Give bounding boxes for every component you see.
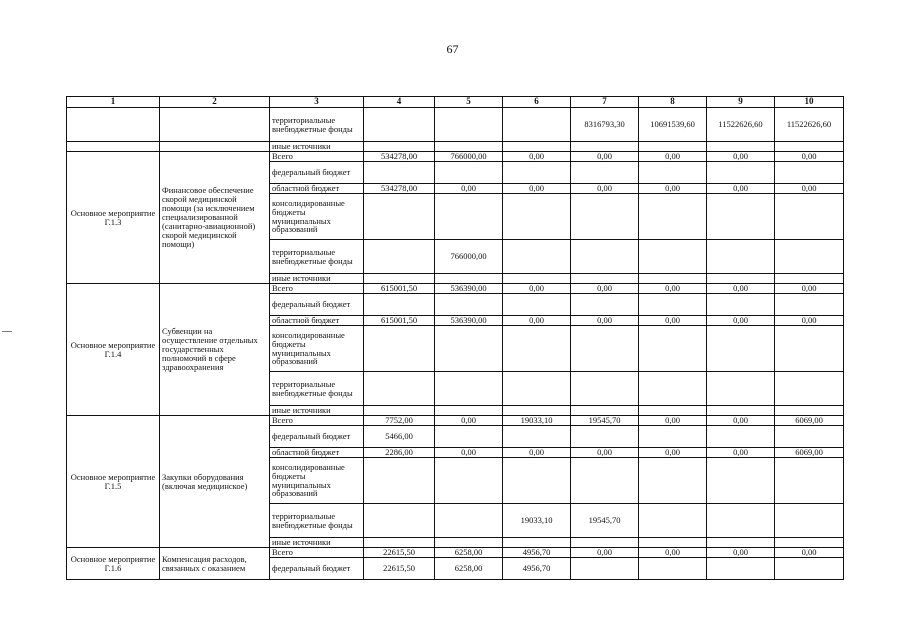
amount-cell	[571, 558, 639, 580]
funding-source: федеральный бюджет	[270, 162, 364, 184]
budget-table	[66, 96, 844, 580]
amount-cell: 0,00	[571, 184, 639, 194]
amount-cell: 0,00	[639, 316, 707, 326]
amount-cell	[364, 538, 435, 548]
funding-source: территориальные внебюджетные фонды	[270, 372, 364, 406]
amount-cell	[775, 426, 844, 448]
amount-cell	[435, 372, 503, 406]
amount-cell: 0,00	[571, 316, 639, 326]
amount-cell: 0,00	[435, 448, 503, 458]
amount-cell	[364, 142, 435, 152]
amount-cell: 536390,00	[435, 316, 503, 326]
amount-cell	[503, 326, 571, 372]
amount-cell	[571, 538, 639, 548]
table-row	[67, 548, 844, 558]
amount-cell	[775, 538, 844, 548]
event-description: Закупки оборудования (включая медицинское)	[160, 416, 270, 548]
column-header: 10	[775, 97, 844, 108]
amount-cell	[435, 142, 503, 152]
amount-cell: 534278,00	[364, 184, 435, 194]
amount-cell	[571, 426, 639, 448]
description-cell-empty	[160, 142, 270, 152]
table-row	[67, 108, 844, 142]
event-cell-empty	[67, 142, 160, 152]
amount-cell	[571, 162, 639, 184]
funding-source: областной бюджет	[270, 316, 364, 326]
funding-source: областной бюджет	[270, 448, 364, 458]
amount-cell: 6069,00	[775, 448, 844, 458]
amount-cell	[435, 162, 503, 184]
amount-cell	[364, 194, 435, 240]
funding-source: консолидированные бюджеты муниципальных образований	[270, 326, 364, 372]
amount-cell	[639, 504, 707, 538]
amount-cell	[571, 294, 639, 316]
amount-cell	[435, 458, 503, 504]
amount-cell	[639, 458, 707, 504]
amount-cell: 0,00	[435, 184, 503, 194]
amount-cell: 22615,50	[364, 548, 435, 558]
amount-cell: 0,00	[571, 548, 639, 558]
amount-cell	[503, 372, 571, 406]
funding-source: территориальные внебюджетные фонды	[270, 504, 364, 538]
amount-cell: 4956,70	[503, 558, 571, 580]
table-row	[67, 284, 844, 294]
amount-cell: 0,00	[707, 316, 775, 326]
funding-source: иные источники	[270, 142, 364, 152]
amount-cell	[639, 372, 707, 406]
amount-cell: 0,00	[571, 448, 639, 458]
amount-cell: 0,00	[775, 548, 844, 558]
amount-cell: 534278,00	[364, 152, 435, 162]
amount-cell	[707, 458, 775, 504]
amount-cell: 6069,00	[775, 416, 844, 426]
amount-cell	[775, 326, 844, 372]
amount-cell	[639, 558, 707, 580]
amount-cell: 6258,00	[435, 558, 503, 580]
amount-cell	[435, 194, 503, 240]
amount-cell: 0,00	[435, 416, 503, 426]
amount-cell: 6258,00	[435, 548, 503, 558]
amount-cell: 22615,50	[364, 558, 435, 580]
amount-cell	[435, 426, 503, 448]
amount-cell: 766000,00	[435, 240, 503, 274]
amount-cell	[435, 538, 503, 548]
amount-cell: 766000,00	[435, 152, 503, 162]
event-name: Основное мероприятие Г.1.6	[67, 548, 160, 580]
amount-cell	[571, 326, 639, 372]
column-header: 3	[270, 97, 364, 108]
amount-cell	[639, 274, 707, 284]
amount-cell: 10691539,60	[639, 108, 707, 142]
amount-cell	[503, 406, 571, 416]
amount-cell: 615001,50	[364, 316, 435, 326]
amount-cell: 0,00	[707, 548, 775, 558]
amount-cell	[435, 406, 503, 416]
amount-cell	[435, 504, 503, 538]
event-description: Субвенции на осуществление отдельных государственных полномочий в сфере здравоохранения	[160, 284, 270, 416]
funding-source: Всего	[270, 416, 364, 426]
event-description: Финансовое обеспечение скорой медицинской помощи (за исключением специализированной (санитарно-авиационной) скорой медицинской помощи)	[160, 152, 270, 284]
amount-cell	[707, 240, 775, 274]
amount-cell	[775, 406, 844, 416]
amount-cell	[571, 458, 639, 504]
amount-cell: 8316793,30	[571, 108, 639, 142]
table-row	[67, 416, 844, 426]
amount-cell: 0,00	[707, 152, 775, 162]
amount-cell: 4956,70	[503, 548, 571, 558]
amount-cell	[775, 458, 844, 504]
amount-cell	[503, 458, 571, 504]
funding-source: Всего	[270, 152, 364, 162]
header-row	[67, 97, 844, 108]
amount-cell	[707, 372, 775, 406]
amount-cell	[503, 538, 571, 548]
funding-source: Всего	[270, 548, 364, 558]
table-row	[67, 142, 844, 152]
amount-cell	[364, 458, 435, 504]
funding-source: территориальные внебюджетные фонды	[270, 240, 364, 274]
amount-cell	[503, 294, 571, 316]
column-header: 8	[639, 97, 707, 108]
amount-cell	[364, 108, 435, 142]
amount-cell: 0,00	[775, 184, 844, 194]
amount-cell: 19033,10	[503, 504, 571, 538]
amount-cell: 0,00	[707, 184, 775, 194]
amount-cell: 19545,70	[571, 504, 639, 538]
amount-cell: 11522626,60	[707, 108, 775, 142]
amount-cell: 19545,70	[571, 416, 639, 426]
amount-cell	[775, 504, 844, 538]
amount-cell	[503, 240, 571, 274]
amount-cell: 0,00	[707, 284, 775, 294]
amount-cell: 11522626,60	[775, 108, 844, 142]
event-name: Основное мероприятие Г.1.4	[67, 284, 160, 416]
amount-cell	[707, 194, 775, 240]
column-header: 2	[160, 97, 270, 108]
column-header: 9	[707, 97, 775, 108]
amount-cell	[364, 372, 435, 406]
funding-source: федеральный бюджет	[270, 294, 364, 316]
amount-cell: 0,00	[707, 416, 775, 426]
amount-cell: 0,00	[775, 152, 844, 162]
amount-cell	[639, 240, 707, 274]
amount-cell: 0,00	[639, 548, 707, 558]
amount-cell	[639, 142, 707, 152]
funding-source: консолидированные бюджеты муниципальных образований	[270, 194, 364, 240]
amount-cell	[639, 294, 707, 316]
amount-cell: 0,00	[639, 152, 707, 162]
amount-cell	[639, 426, 707, 448]
column-header: 4	[364, 97, 435, 108]
amount-cell: 2286,00	[364, 448, 435, 458]
funding-source: федеральный бюджет	[270, 426, 364, 448]
amount-cell	[707, 142, 775, 152]
amount-cell	[707, 162, 775, 184]
amount-cell: 0,00	[639, 448, 707, 458]
amount-cell	[639, 194, 707, 240]
amount-cell: 0,00	[503, 152, 571, 162]
amount-cell	[435, 326, 503, 372]
amount-cell: 0,00	[639, 416, 707, 426]
column-header: 6	[503, 97, 571, 108]
amount-cell	[639, 162, 707, 184]
amount-cell	[435, 274, 503, 284]
amount-cell	[775, 372, 844, 406]
amount-cell: 0,00	[775, 316, 844, 326]
amount-cell	[364, 504, 435, 538]
amount-cell	[775, 142, 844, 152]
amount-cell	[707, 406, 775, 416]
amount-cell	[639, 538, 707, 548]
amount-cell: 19033,10	[503, 416, 571, 426]
amount-cell: 0,00	[503, 448, 571, 458]
amount-cell: 0,00	[503, 316, 571, 326]
page-number: 67	[446, 42, 459, 56]
amount-cell	[775, 294, 844, 316]
amount-cell	[775, 558, 844, 580]
event-cell-empty	[67, 108, 160, 142]
amount-cell	[707, 538, 775, 548]
funding-source: областной бюджет	[270, 184, 364, 194]
amount-cell: 0,00	[639, 284, 707, 294]
amount-cell	[503, 142, 571, 152]
funding-source: иные источники	[270, 406, 364, 416]
amount-cell: 0,00	[503, 284, 571, 294]
amount-cell: 0,00	[571, 284, 639, 294]
amount-cell	[364, 406, 435, 416]
amount-cell	[775, 194, 844, 240]
table-row	[67, 152, 844, 162]
amount-cell	[503, 108, 571, 142]
amount-cell	[707, 294, 775, 316]
amount-cell: 615001,50	[364, 284, 435, 294]
amount-cell	[571, 142, 639, 152]
amount-cell	[707, 326, 775, 372]
amount-cell: 0,00	[503, 184, 571, 194]
amount-cell	[571, 274, 639, 284]
amount-cell: 0,00	[571, 152, 639, 162]
amount-cell	[364, 326, 435, 372]
description-cell-empty	[160, 108, 270, 142]
funding-source: Всего	[270, 284, 364, 294]
funding-source: федеральный бюджет	[270, 558, 364, 580]
amount-cell	[503, 194, 571, 240]
amount-cell	[503, 162, 571, 184]
amount-cell	[503, 426, 571, 448]
amount-cell: 536390,00	[435, 284, 503, 294]
amount-cell	[775, 240, 844, 274]
amount-cell	[707, 274, 775, 284]
event-name: Основное мероприятие Г.1.5	[67, 416, 160, 548]
column-header: 1	[67, 97, 160, 108]
amount-cell	[571, 240, 639, 274]
amount-cell	[364, 240, 435, 274]
amount-cell: 0,00	[707, 448, 775, 458]
amount-cell	[435, 108, 503, 142]
amount-cell: 5466,00	[364, 426, 435, 448]
amount-cell	[775, 274, 844, 284]
amount-cell	[571, 372, 639, 406]
amount-cell: 0,00	[639, 184, 707, 194]
amount-cell	[571, 194, 639, 240]
funding-source: иные источники	[270, 538, 364, 548]
amount-cell	[639, 406, 707, 416]
amount-cell	[364, 274, 435, 284]
funding-source: консолидированные бюджеты муниципальных образований	[270, 458, 364, 504]
amount-cell	[707, 558, 775, 580]
amount-cell	[503, 274, 571, 284]
scan-mark	[2, 331, 12, 332]
amount-cell	[364, 294, 435, 316]
amount-cell	[707, 504, 775, 538]
column-header: 5	[435, 97, 503, 108]
amount-cell	[364, 162, 435, 184]
amount-cell	[435, 294, 503, 316]
amount-cell	[707, 426, 775, 448]
amount-cell	[571, 406, 639, 416]
event-description: Компенсация расходов, связанных с оказанием	[160, 548, 270, 580]
funding-source: иные источники	[270, 274, 364, 284]
amount-cell: 7752,00	[364, 416, 435, 426]
amount-cell: 0,00	[775, 284, 844, 294]
column-header: 7	[571, 97, 639, 108]
amount-cell	[775, 162, 844, 184]
funding-source: территориальные внебюджетные фонды	[270, 108, 364, 142]
amount-cell	[639, 326, 707, 372]
table-body	[67, 108, 844, 580]
event-name: Основное мероприятие Г.1.3	[67, 152, 160, 284]
